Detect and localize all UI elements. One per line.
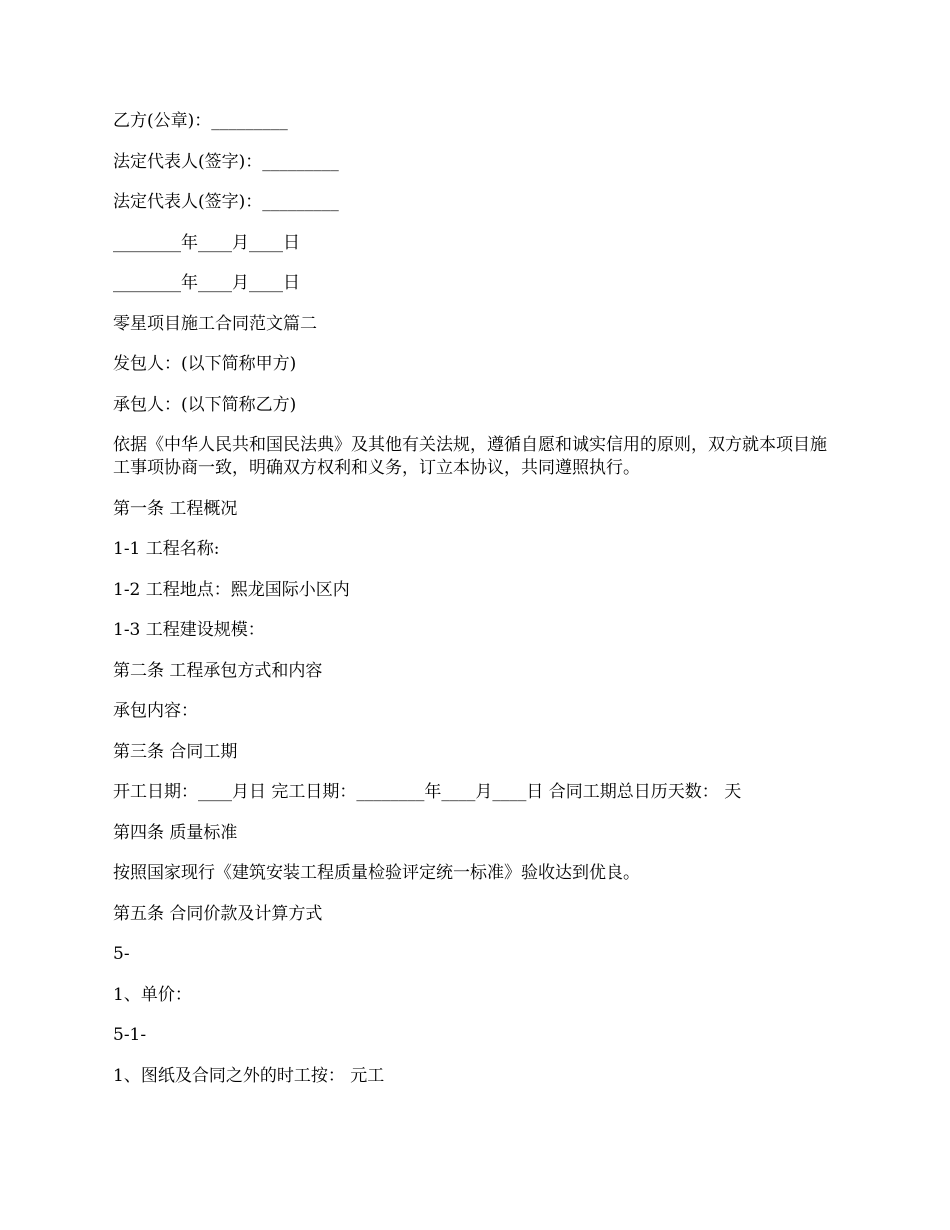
clause-line: 1-3 工程建设规模： — [113, 620, 265, 640]
preamble-paragraph: 依据《中华人民共和国民法典》及其他有关法规，遵循自愿和诚实信用的原则，双方就本项目施工事项协商一致，明确双方权利和义务，订立本协议，共同遵照执行。 — [113, 435, 827, 478]
date-line: ________年____月____日 — [113, 232, 300, 253]
party-b-seal-line: 乙方(公章)：_________ — [113, 111, 288, 131]
section-title: 零星项目施工合同范文篇二 — [113, 313, 317, 334]
clause-number: 5-1- — [113, 1025, 147, 1045]
article-heading: 第五条 合同价款及计算方式 — [113, 903, 323, 924]
schedule-line: 开工日期：____月日 完工日期：________年____月____日 合同工期总日历天数： 天 — [113, 782, 742, 802]
clause-line: 1-2 工程地点：熙龙国际小区内 — [113, 579, 350, 600]
article-heading: 第一条 工程概况 — [113, 498, 238, 519]
legal-rep-signature-line: 法定代表人(签字)：_________ — [113, 192, 339, 212]
article-heading: 第四条 质量标准 — [113, 822, 238, 843]
quality-standard-line: 按照国家现行《建筑安装工程质量检验评定统一标准》验收达到优良。 — [113, 863, 640, 883]
employer-line: 发包人：(以下简称甲方) — [113, 354, 297, 374]
contractor-line: 承包人：(以下简称乙方) — [113, 394, 297, 415]
clause-line: 1-1 工程名称: — [113, 539, 220, 559]
article-heading: 第二条 工程承包方式和内容 — [113, 660, 323, 681]
date-line: ________年____月____日 — [113, 273, 300, 293]
article-heading: 第三条 合同工期 — [113, 741, 238, 762]
legal-rep-signature-line: 法定代表人(签字)：_________ — [113, 151, 339, 172]
clause-number: 5- — [113, 944, 130, 964]
document-body — [113, 110, 843, 1105]
clause-line: 1、单价： — [113, 984, 192, 1005]
clause-line: 1、图纸及合同之外的时工按： 元工 — [113, 1065, 385, 1086]
clause-line: 承包内容： — [113, 701, 198, 721]
